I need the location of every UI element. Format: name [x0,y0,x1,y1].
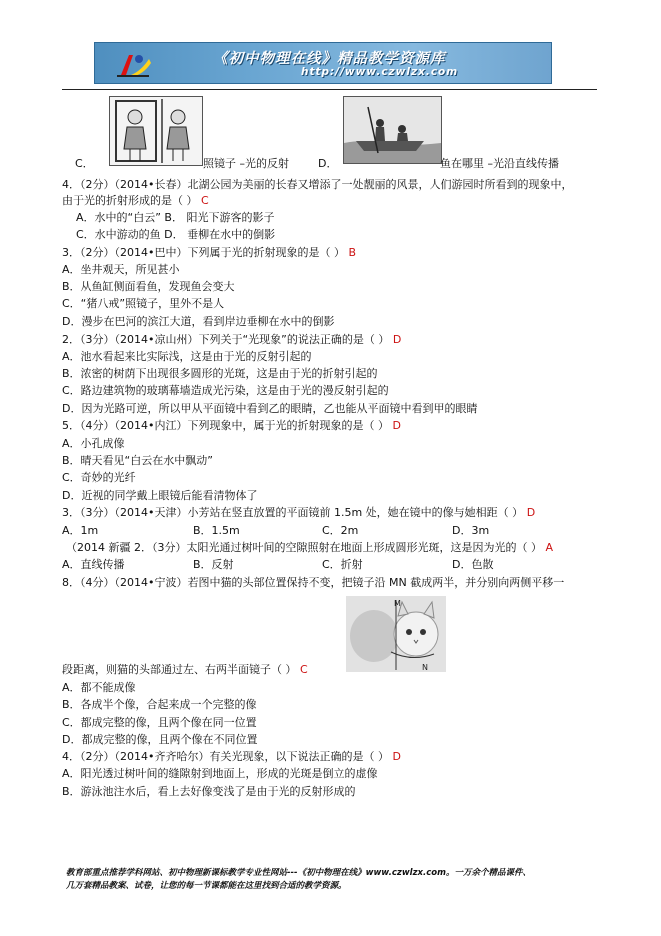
option-line: B．从鱼缸侧面看鱼，发现鱼会变大 [62,280,235,293]
question-stem: 段距离，则猫的头部通过左、右两半面镜子（ ） C [62,663,308,676]
option-line: C．“猪八戒”照镜子，里外不是人 [62,297,225,310]
option-line: D．都成完整的像，且两个像在不同位置 [62,733,258,746]
option-line: B．各成半个像，合起来成一个完整的像 [62,698,257,711]
option-line: A．阳光透过树叶间的缝隙射到地面上，形成的光斑是倒立的虚像 [62,767,378,780]
option-d-letter: D． [318,157,338,170]
option-line: B．浓密的树荫下出现很多圆形的光斑，这是由于光的折射引起的 [62,367,378,380]
option-line: D．漫步在巴河的滨江大道，看到岸边垂柳在水中的倒影 [62,315,335,328]
footer-line-2: 几万套精品教案、试卷，让您的每一节课都能在这里找到合适的教学资源。 [66,881,347,891]
option-line: B．晴天看见“白云在水中飘动” [62,454,213,467]
label-n: N [422,663,428,672]
answer-key: C [201,194,209,207]
option-line: A．坐井观天，所见甚小 [62,263,180,276]
option-line: A．池水看起来比实际浅，这是由于光的反射引起的 [62,350,312,363]
option-line: C．奇妙的光纤 [62,471,136,484]
question-stem: （2014 新疆 2．（3分）太阳光通过树叶间的空隙照射在地面上形成圆形光斑，这是因为光的（ ） A [66,541,554,554]
footer-line-1: 教育部重点推荐学科网站、初中物理新课标教学专业性网站---《初中物理在线》www.czwlzx.com。一万余个精品课件、 [66,868,531,878]
boat-fishing-image [343,96,442,164]
option-line: D．近视的同学戴上眼镜后能看清物体了 [62,489,258,502]
option-line: C．水中游动的鱼 D． 垂柳在水中的倒影 [76,228,276,241]
option-line: C．路边建筑物的玻璃幕墙造成光污染，这是由于光的漫反射引起的 [62,384,389,397]
question-stem: 5．（4分）（2014•内江）下列现象中，属于光的折射现象的是（ ） D [62,419,401,432]
option-line: C．折射 [322,558,363,571]
option-c-text: 照镜子 –光的反射 [203,157,289,170]
answer-key: D [526,506,536,519]
label-m: M [394,599,401,608]
option-line: D．色散 [452,558,494,571]
option-line: A．直线传播 [62,558,125,571]
option-line: B．反射 [193,558,234,571]
cat-mirror-image [346,596,446,672]
option-d-text: 鱼在哪里 –光沿直线传播 [440,157,559,170]
answer-key: B [348,246,357,259]
mirror-girls-image [109,96,203,166]
question-stem: 2．（3分）（2014•凉山州）下列关于“光现象”的说法正确的是（ ） D [62,333,402,346]
answer-key: D [392,419,401,432]
banner-title: 《初中物理在线》精品教学资源库 [213,51,446,67]
option-line: A．1m [62,524,99,537]
banner-url[interactable]: http://www.czwlzx.com [301,66,459,78]
question-stem: 8．（4分）（2014•宁波）若图中猫的头部位置保持不变，把镜子沿 MN 截成两半，并分别向两侧平移一 [62,576,565,589]
header-divider [62,89,597,90]
option-line: D．3m [452,524,490,537]
answer-key: D [392,333,402,346]
option-line: A．都不能成像 [62,681,136,694]
option-line: D．因为光路可逆，所以甲从平面镜中看到乙的眼睛，乙也能从平面镜中看到甲的眼睛 [62,402,478,415]
answer-key: A [545,541,554,554]
question-stem: 4．（2分）（2014•齐齐哈尔）有关光现象，以下说法正确的是（ ） D [62,750,401,763]
header-banner [94,42,552,84]
option-line: A．水中的“白云” B． 阳光下游客的影子 [76,211,275,224]
option-line: B．1.5m [193,524,240,537]
site-logo-icon [113,49,153,79]
option-line: A．小孔成像 [62,437,125,450]
question-stem: 3．（3分）（2014•天津）小芳站在竖直放置的平面镜前 1.5m 处，她在镜中的像与她相距（ ） D [62,506,536,519]
question-stem: 由于光的折射形成的是（ ） C [62,194,209,207]
option-c-letter: C． [75,157,94,170]
answer-key: D [392,750,401,763]
option-line: C．都成完整的像，且两个像在同一位置 [62,716,257,729]
option-line: B．游泳池注水后，看上去好像变浅了是由于光的反射形成的 [62,785,356,798]
answer-key: C [300,663,308,676]
option-line: C．2m [322,524,359,537]
question-stem: 3．（2分）（2014•巴中）下列属于光的折射现象的是（ ） B [62,246,357,259]
question-stem: 4．（2分）（2014•长春）北湖公园为美丽的长春又增添了一处靓丽的风景，人们游园时所看到的现象中， [62,178,573,191]
